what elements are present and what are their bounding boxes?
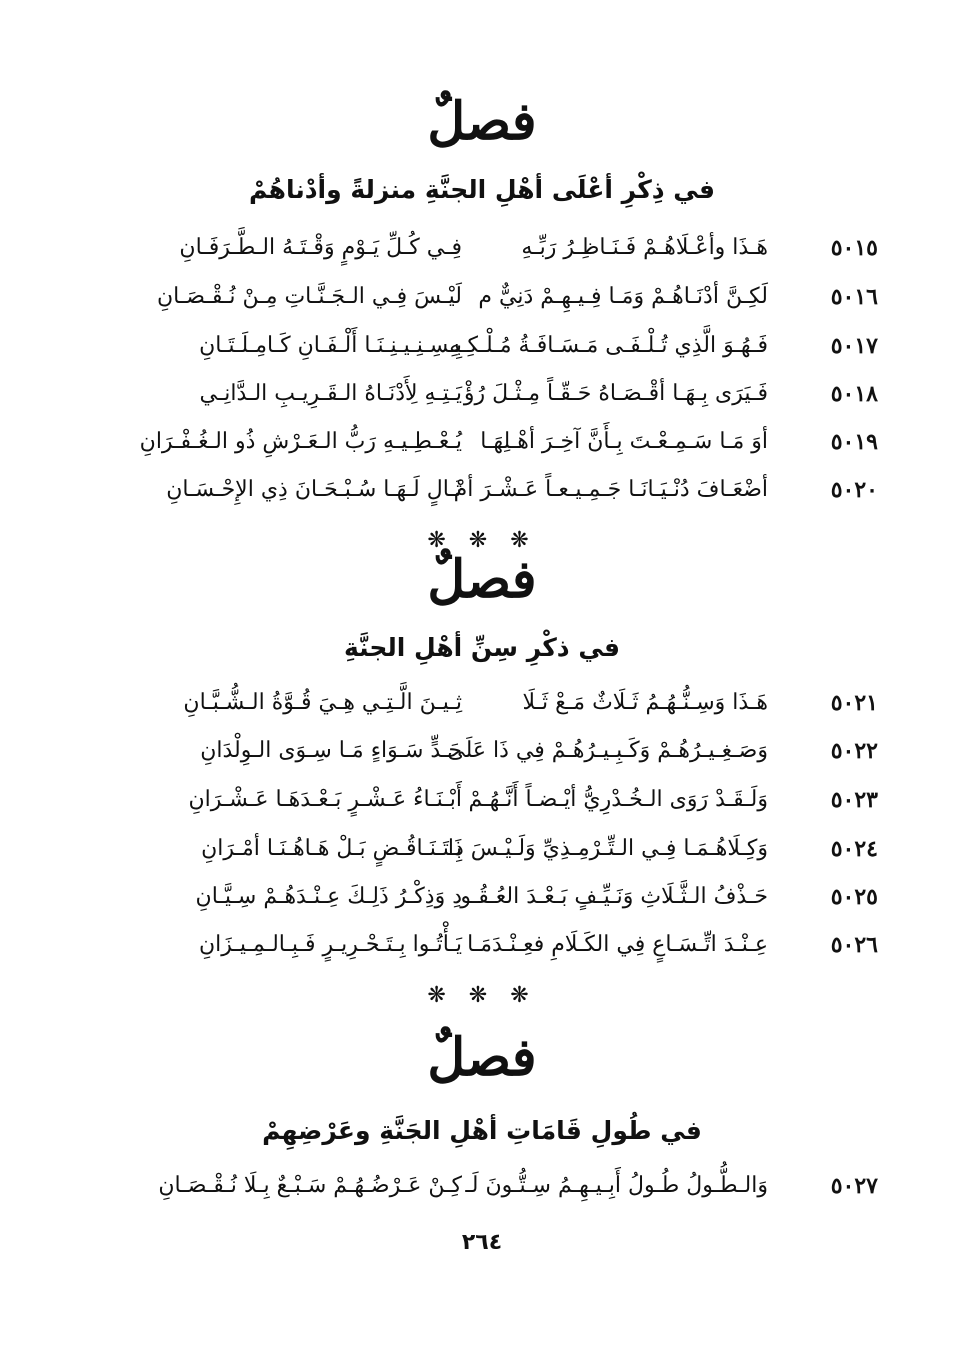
section-heading: في طُولِ قَامَاتِ أهْلِ الجَنَّةِ وعَرْضِهِمْ	[262, 1116, 702, 1145]
verse-number: ٥٠١٧	[830, 333, 878, 359]
verse-number: ٥٠١٦	[830, 284, 878, 310]
verse-number: ٥٠٢٠	[830, 477, 878, 503]
first-hemistich: فَـيَرَى بِـهَـا أقْـصَـاهُ حَـقّـاً مِـثْـلَ رُؤْ	[463, 381, 768, 406]
second-hemistich: فِـي كُـلِّ يَـوْمٍ وَقْـتَـهُ الـطَّـرَفَـانِ	[179, 235, 462, 260]
verse-line	[92, 277, 878, 317]
verse-line	[92, 326, 878, 366]
second-hemistich: يَـتِـهِ لِأَدْنَـاهُ الـقَـرِيـبِ الـدَّانِـي	[199, 381, 462, 406]
first-hemistich: عِـنْـدَ اتِّـسَـاعٍ فِي الكَـلَامِ فعِـنْـدَمَـا	[467, 932, 768, 957]
verse-number: ٥٠٢٥	[830, 884, 878, 910]
second-hemistich: كِـنْ عَـرْضُـهُـمْ سَـبْـعٌ بِـلَا نُـقْـصَـانِ	[158, 1173, 462, 1198]
verse-number: ٥٠٢٦	[830, 932, 878, 958]
first-hemistich: هَـذَا وأعْـلَاهُـمْ فَـنَـاظِـرُ رَبِّـهِ	[521, 235, 768, 260]
page-number: ٢٦٤	[461, 1230, 503, 1255]
first-hemistich: حَـذْفُ الـثَّـلَاثِ وَنَـيِّـفٍ بَـعْـدَ العُـقُـو	[460, 884, 768, 909]
first-hemistich: هَـذَا وَسِـنُّـهُـمُ ثَـلَاثٌ مَـعْ ثَـلَا	[522, 690, 768, 715]
first-hemistich: لَكِـنَّ أدْنَـاهُـمْ وَمَـا فِـيـهِـمْ دَنِيٌّ م	[478, 284, 768, 309]
section-separator: ❋ ❋ ❋	[427, 528, 537, 553]
section-title: فصلٌ	[427, 549, 537, 610]
first-hemistich: فَـهُـوَ الَّذِي تُـلْـفَـى مَـسَـافَـةُ مُـلْـكِـهِ	[449, 333, 768, 358]
second-hemistich: يَـأْتُـوا بِـتَـحْـرِيـرٍ فَـبِـالـمِـيـزَانِ	[198, 932, 462, 957]
second-hemistich: يُـعْـطِـيـهِ رَبُّ الـعَـرْشِ ذُو الـغُـفْـرَانِ	[139, 429, 462, 454]
verse-number: ٥٠١٩	[830, 429, 878, 455]
first-hemistich: وَكِـلَاهُـمَـا فِـي الـتِّـرْمِـذِيِّ وَلَـيْـسَ ذَا	[447, 836, 768, 861]
verse-line	[92, 731, 878, 771]
verse-line	[92, 1166, 878, 1206]
second-hemistich: دِ وَذِكْـرُ ذَلِـكَ عِـنْـدَهُـمْ سِـيَّـانِ	[195, 884, 462, 909]
verse-number: ٥٠٢١	[830, 690, 878, 716]
first-hemistich: أوَ مَـا سَـمِـعْـتَ بِـأَنَّ آخِـرَ أهْـلِهَـا	[480, 429, 768, 454]
verse-number: ٥٠٢٤	[830, 836, 878, 862]
second-hemistich: لَيْـسَ فِـي الـجَـنَّـاتِ مِـنْ نُـقْـصَـانِ	[156, 284, 462, 309]
second-hemistich: بِـتَـنَـاقُـضٍ بَـلْ هَـاهُـنَـا أمْـرَانِ	[201, 836, 462, 861]
verse-number: ٥٠٢٧	[830, 1173, 878, 1199]
verse-number: ٥٠١٨	[830, 381, 878, 407]
verse-line	[92, 925, 878, 965]
second-hemistich: ثَـالٍ لَـهَـا سُـبْـحَـانَ ذِي الإِحْـسَـانِ	[166, 477, 462, 502]
section-title: فصلٌ	[427, 1027, 537, 1088]
second-hemistich: بِـسِـنِـيـنِـنَـا أَلْـفَـانِ كَـامِـلَـتَـانِ	[199, 333, 462, 358]
second-hemistich: حَـدٍّ سَـوَاءٍ مَـا سِـوَى الـوِلْدَانِ	[200, 738, 462, 763]
verse-line	[92, 470, 878, 510]
verse-line	[92, 877, 878, 917]
second-hemistich: أَبْـنَـاءُ عَـشْـرٍ بَـعْـدَهَـا عَـشْـرَانِ	[188, 787, 462, 812]
verse-line	[92, 829, 878, 869]
first-hemistich: وَالـطُّـولُ طُـولُ أَبِـيـهِـمُ سِـتُّـونَ لَـ	[465, 1173, 768, 1198]
verse-number: ٥٠٢٢	[830, 738, 878, 764]
section-heading: في ذِكْرِ أعْلَى أهْلِ الجنَّةِ منزلةً وأدْناهُمْ	[249, 175, 715, 204]
second-hemistich: ثِـيـنَ الَّـتِـي هِـيَ قُـوَّةُ الـشُّـبَّـانِ	[183, 690, 462, 715]
section-title: فصلٌ	[427, 91, 537, 152]
verse-number: ٥٠٢٣	[830, 787, 878, 813]
verse-number: ٥٠١٥	[830, 235, 878, 261]
verse-line	[92, 422, 878, 462]
first-hemistich: وَصَـغِـيـرُهُـمْ وَكَـبِـيـرُهُـمْ فِي ذَا عَلَى	[447, 738, 768, 763]
verse-line	[92, 683, 878, 723]
verse-line	[92, 374, 878, 414]
section-separator: ❋ ❋ ❋	[427, 983, 537, 1008]
first-hemistich: وَلَـقَـدْ رَوَى الـخُـدْرِيُّ أيْـضـاً أَنَّـهُـمْ	[468, 787, 768, 812]
section-heading: في ذكْرِ سِنِّ أهْلِ الجنَّةِ	[343, 633, 621, 662]
first-hemistich: أضْعَـافَ دُنْـيَـانَـا جَـمِـيـعـاً عَـشْـرَ أمْ	[453, 477, 768, 502]
verse-line	[92, 228, 878, 268]
verse-line	[92, 780, 878, 820]
